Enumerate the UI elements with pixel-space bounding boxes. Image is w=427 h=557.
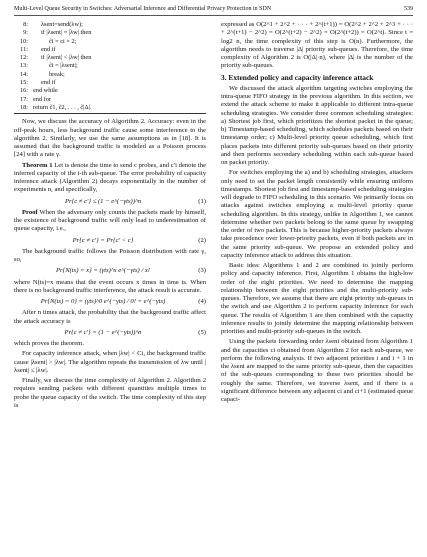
right-column — [221, 21, 413, 406]
line-number: 15: — [19, 79, 28, 87]
proof — [14, 209, 206, 234]
algorithm-line — [14, 21, 206, 29]
line-number: 8: — [23, 21, 28, 28]
equation-body: Pr{N(ts) = x} = (γts)^x e^(−γts) / x! — [55, 267, 151, 275]
theorem-label: Theorem 1 — [22, 161, 53, 169]
equation — [14, 329, 206, 337]
paragraph: where N(ts)=x means that the event occurs x times in time ts. When there is no background traffic interference, the attack result is accurate. — [14, 278, 206, 294]
equation-number: (3) — [198, 267, 206, 275]
line-text: end if — [41, 45, 56, 53]
paragraph: Now, we discuss the accuracy of Algorithm 2. Accuracy: even in the off-peak hours, less background traffic cause some interference to the algorithm 2. Similarly, we use the same assumptions as in [18]. It is assumed that the background traffic is modeled as a Poisson process [24] with a rate γ. — [14, 118, 206, 159]
theorem — [14, 162, 206, 195]
algorithm-line — [14, 79, 206, 87]
running-title: Multi-Level Queue Security in Switches: Adversarial Inference and Differential Privacy Protection in SDN — [14, 6, 272, 12]
theorem-text: Let ts denote the time to send c probes, and c′i denote the inferred capacity of the i-th sub-queue. The error probability of capacity inference attack (Algorithm 2) decays exponentially in the number of experiments n, and specifically, — [14, 161, 206, 194]
left-column — [14, 21, 206, 412]
line-text: end for — [33, 95, 52, 103]
algorithm-bottom-rule — [14, 113, 206, 114]
paragraph: For capacity inference attack, when |λw| < Ci, the background traffic cause |λsent| > |λw|. The algorithm repeats the transmission of λw until |λsent| ≤ |λw|. — [14, 350, 206, 374]
algorithm-listing — [14, 21, 206, 114]
line-text: λsent=send(λw); — [41, 21, 83, 28]
line-number: 9: — [23, 29, 28, 37]
running-header — [14, 5, 413, 15]
proof-label: Proof — [22, 208, 38, 216]
paragraph: For switches employing the a) and b) scheduling strategies, attackers only need to set the packet length consistently while ensuring uniform timestamps. Shortest job first and timestamp-based scheduling strategies will degrade to FIFO scheduling in this scenario. We primarily focus on attacks against switches employing a multi-level priority queue scheduling algorithm. In this strategy, unlike in Algorithm 1, we cannot determine whether two packets belong to the same queue by swapping the order of two packets. This is because higher-priority packets always take precedence over lower-priority packets, even if both packets are in the same priority sub-queue. We propose an extended policy and capacity inference attack to address this situation. — [221, 169, 413, 259]
line-text: break; — [49, 70, 65, 78]
paragraph: expressed as O(2^1 + 2^2 + · · · + 2^(t+1)) = O(2^2 + 2^2 + 2^3 + · · · + 2^(t+1) − 2^2) = O(2^(t+2) − 2^2) = O(2^(t+2)) = O(2^t). Since t = log2 n, the time complexity of this step is O(n). Furthermore, the algorithm needs to traverse |Δ| priority sub-queues. Therefore, the time complexity of Algorithm 2 is O(|Δ|·n), where |Δ| is the number of the priority sub-queues. — [221, 21, 413, 70]
line-number: 16: — [19, 87, 28, 95]
paragraph: Using the packets forwarding order λsent obtained from Algorithm 1 and the capacities ci obtained from Algorithm 2 for each sub-queue, we perform the following analysis. If two adjacent priorities i and i + 1 in the λsent are mapped to the same priority sub-queue, then the capacities of the sub-queues corresponding to these two priorities should be roughly the same. Therefore, we traverse λsent, and if there is a significant difference between any adjacent ci and ci+1 (estimated queue capaci- — [221, 338, 413, 403]
page-number: 539 — [404, 6, 413, 12]
line-number: 11: — [20, 45, 28, 53]
line-number: 18: — [19, 103, 28, 111]
algorithm-line — [14, 54, 206, 62]
paragraph: The background traffic follows the Poisson distribution with rate γ, so, — [14, 247, 206, 264]
algorithm-line — [14, 62, 206, 70]
line-number: 10: — [19, 37, 28, 45]
equation — [14, 237, 206, 245]
proof-text: When the adversary only counts the packets made by himself, the existence of background traffic will only lead to underestimation of queue capacity, i.e., — [14, 208, 207, 233]
line-text: end while — [33, 87, 58, 95]
algorithm-line — [14, 29, 206, 37]
algorithm-line — [14, 96, 206, 104]
paragraph: After n times attack, the probability that the background traffic affect the attack accuracy is — [14, 309, 206, 325]
equation-body: Pr{c ≠ c′} ≤ (1 − e^(−γts))^n — [64, 197, 142, 205]
line-text: c̃i = |λsent|; — [49, 62, 78, 70]
equation-body: Pr{c ≠ c′} = (1 − e^(−γts))^n — [64, 328, 142, 336]
section-heading: 3. Extended policy and capacity inference attack — [221, 72, 374, 82]
line-text: end if — [41, 79, 56, 87]
equation — [14, 267, 206, 275]
equation — [14, 198, 206, 206]
line-text: if |λsent| = |λw| then — [41, 29, 92, 37]
header-rule — [14, 15, 413, 16]
paragraph: We discussed the attack algorithm targeting switches employing the intra-queue FIFO strategy in the previous algorithm. In this section, we extend the attack scheme to make it applicable to different intra-queue scheduling strategies. We consider three common scheduling strategies: a) Shortest job first, which prioritizes the shortest packet in the queue; b) Timestamp-based scheduling, which schedules packets based on their timestamp order; c) Multi-level priority queue scheduling, which first places packets into different priority sub-queues based on their priority and then performs secondary scheduling within each sub-queue based on packet priority. — [221, 84, 413, 166]
algorithm-line — [14, 46, 206, 54]
line-text: c̃i = ci × 2; — [49, 37, 77, 45]
equation-body: Pr{c ≠ c′} = Pr{c′ < c} — [72, 236, 134, 244]
equation-number: (2) — [198, 236, 206, 244]
algorithm-line — [14, 104, 206, 112]
algorithm-line — [14, 87, 206, 95]
equation-number: (1) — [198, 197, 206, 205]
line-text: return c̃1, c̃2, . . . , c̃|Δ|. — [33, 103, 92, 111]
equation-number: (5) — [198, 328, 206, 336]
equation-number: (4) — [198, 298, 206, 306]
algorithm-line — [14, 71, 206, 79]
line-number: 13: — [19, 62, 28, 70]
paragraph: which proves the theorem. — [14, 340, 84, 348]
equation-body: Pr{N(ts) = 0} = (γts)^0 e^(−γts) / 0! = e^(−γts) — [40, 298, 166, 306]
paragraph: Basic idea: Algorithms 1 and 2 are combined to jointly perform policy and capacity inference. First, Algorithm 1 obtains the high-low order of the eight priorities. We need to determine the mapping relationship between the eight priorities and the multi-priority sub-queues. Therefore, we assume that there are eight priority sub-queues in the switch and use Algorithm 2 to perform capacity inference for each queue. The results of Algorithm 1 are then combined with the capacity inference results to jointly determine the mapping relationship between priorities and multi-priority sub-queues in the switch. — [221, 262, 413, 335]
paragraph: Finally, we discuss the time complexity of Algorithm 2. Algorithm 2 requires sending packets with different quantities multiple times to probe the queue capacity of the switch. The time complexity of this step is — [14, 377, 206, 409]
line-number: 14: — [19, 70, 28, 78]
line-text: if |λsent| < |λw| then — [41, 54, 92, 62]
equation — [14, 298, 206, 306]
algorithm-line — [14, 38, 206, 46]
line-number: 17: — [19, 95, 28, 103]
line-number: 12: — [19, 54, 28, 62]
